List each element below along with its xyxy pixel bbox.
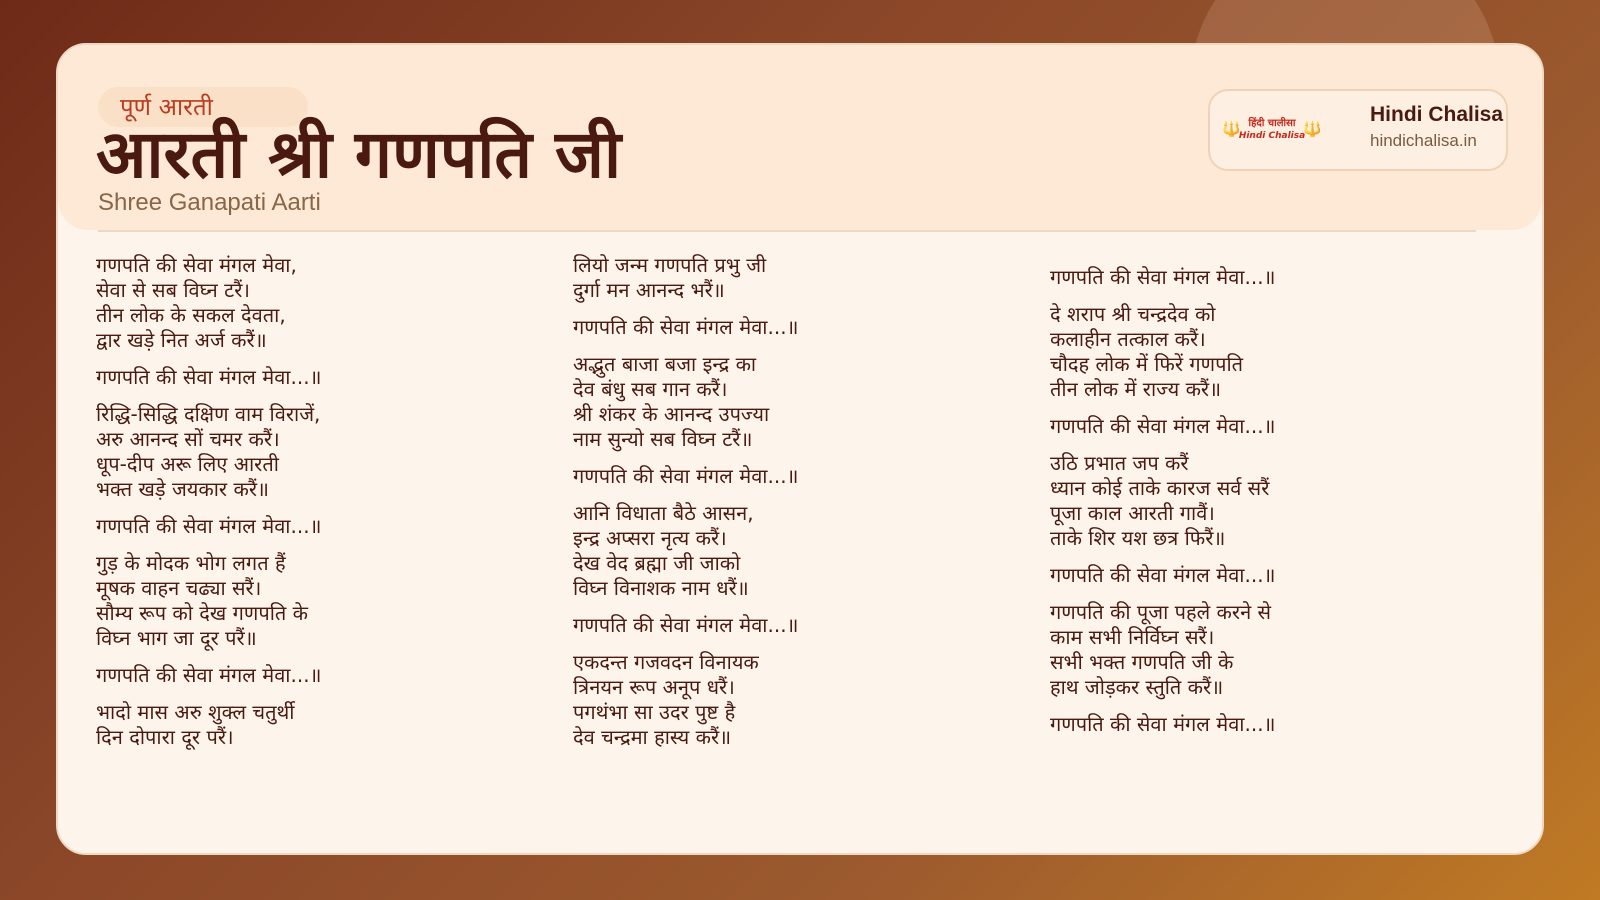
verse-line: देव बंधु सब गान करैं।: [573, 377, 728, 401]
refrain-line: गणपति की सेवा मंगल मेवा...॥: [1050, 265, 1276, 289]
refrain-line: गणपति की सेवा मंगल मेवा...॥: [573, 315, 799, 339]
verse-line: भादो मास अरु शुक्ल चतुर्थी: [96, 700, 295, 724]
verse-line: अरु आनन्द सों चमर करैं।: [96, 427, 280, 451]
refrain: [1050, 563, 1490, 588]
refrain-line: गणपति की सेवा मंगल मेवा...॥: [1050, 712, 1276, 736]
verse-line: ध्यान कोई ताके कारज सर्व सरैं: [1050, 476, 1270, 500]
verse-line: गणपति की सेवा मंगल मेवा,: [96, 253, 297, 277]
logo-english-text: Hindi Chalisa: [1238, 131, 1306, 141]
aarti-card: [56, 43, 1544, 855]
verse-line: उठि प्रभात जप करैं: [1050, 451, 1189, 475]
stanza: [96, 402, 536, 502]
refrain: [96, 663, 536, 688]
verse-line: कलाहीन तत्काल करैं।: [1050, 327, 1206, 351]
logo-hindi-text: हिंदी चालीसा: [1248, 118, 1296, 129]
verse-line: पगथंभा सा उदर पुष्ट है: [573, 700, 736, 724]
verse-line: आनि विधाता बैठे आसन,: [573, 501, 754, 525]
page-title: आरती श्री गणपति जी: [96, 116, 622, 193]
header-divider: [98, 230, 1476, 232]
verse-line: चौदह लोक में फिरें गणपति: [1050, 352, 1244, 376]
verse-line: धूप-दीप अरू लिए आरती: [96, 452, 279, 476]
verse-line: श्री शंकर के आनन्द उपज्या: [573, 402, 770, 426]
brand-url[interactable]: hindichalisa.in: [1370, 131, 1477, 150]
trishul-icon: 🔱: [1222, 120, 1241, 138]
verse-line: तीन लोक के सकल देवता,: [96, 303, 286, 327]
stanza: [573, 253, 1013, 303]
stanza: [573, 352, 1013, 452]
stanza: [96, 700, 536, 750]
card-header: [58, 45, 1542, 230]
verse-line: तीन लोक में राज्य करैं॥: [1050, 377, 1222, 401]
verse-line: रिद्धि-सिद्धि दक्षिण वाम विराजें,: [96, 402, 321, 426]
verse-line: गुड़ के मोदक भोग लगत हैं: [96, 551, 286, 575]
lyrics-column-1: [96, 253, 536, 762]
refrain-line: गणपति की सेवा मंगल मेवा...॥: [96, 663, 322, 687]
refrain: [1050, 712, 1490, 737]
refrain: [1050, 265, 1490, 290]
refrain: [573, 315, 1013, 340]
verse-line: एकदन्त गजवदन विनायक: [573, 650, 759, 674]
verse-line: विघ्न विनाशक नाम धरैं॥: [573, 576, 749, 600]
refrain: [573, 464, 1013, 489]
verse-line: पूजा काल आरती गावैं।: [1050, 501, 1215, 525]
verse-line: हाथ जोड़कर स्तुति करैं॥: [1050, 675, 1224, 699]
verse-line: सभी भक्त गणपति जी के: [1050, 650, 1234, 674]
stanza: [573, 650, 1013, 750]
verse-line: देख वेद ब्रह्मा जी जाको: [573, 551, 741, 575]
verse-line: दुर्गा मन आनन्द भरैं॥: [573, 278, 725, 302]
stanza: [1050, 600, 1490, 700]
stanza: [96, 253, 536, 353]
refrain-line: गणपति की सेवा मंगल मेवा...॥: [1050, 563, 1276, 587]
verse-line: गणपति की पूजा पहले करने से: [1050, 600, 1272, 624]
verse-line: सौम्य रूप को देख गणपति के: [96, 601, 309, 625]
stanza: [1050, 451, 1490, 551]
verse-line: काम सभी निर्विघ्न सरैं।: [1050, 625, 1215, 649]
refrain: [96, 365, 536, 390]
verse-line: देव चन्द्रमा हास्य करैं॥: [573, 725, 732, 749]
lyrics-column-2: [573, 253, 1013, 762]
verse-line: भक्त खड़े जयकार करैं॥: [96, 477, 269, 501]
lyrics-column-3: [1050, 253, 1490, 749]
verse-line: ताके शिर यश छत्र फिरैं॥: [1050, 526, 1226, 550]
refrain-line: गणपति की सेवा मंगल मेवा...॥: [96, 365, 322, 389]
refrain-line: गणपति की सेवा मंगल मेवा...॥: [573, 613, 799, 637]
refrain: [573, 613, 1013, 638]
verse-line: सेवा से सब विघ्न टरैं।: [96, 278, 250, 302]
verse-line: विघ्न भाग जा दूर परैं॥: [96, 626, 257, 650]
verse-line: त्रिनयन रूप अनूप धरैं।: [573, 675, 735, 699]
verse-line: द्वार खड़े नित अर्ज करैं॥: [96, 328, 267, 352]
stanza: [573, 501, 1013, 601]
verse-line: अद्भुत बाजा बजा इन्द्र का: [573, 352, 757, 376]
brand-box[interactable]: [1208, 89, 1508, 171]
verse-line: नाम सुन्यो सब विघ्न टरैं॥: [573, 427, 753, 451]
trishul-icon: 🔱: [1303, 120, 1322, 138]
stanza: [96, 551, 536, 651]
verse-line: मूषक वाहन चढ्या सरैं।: [96, 576, 262, 600]
refrain-line: गणपति की सेवा मंगल मेवा...॥: [1050, 414, 1276, 438]
stanza: [1050, 302, 1490, 402]
refrain: [96, 514, 536, 539]
refrain: [1050, 414, 1490, 439]
verse-line: दिन दोपारा दूर परैं।: [96, 725, 234, 749]
verse-line: इन्द्र अप्सरा नृत्य करैं।: [573, 526, 727, 550]
brand-logo: [1222, 117, 1322, 145]
refrain-line: गणपति की सेवा मंगल मेवा...॥: [573, 464, 799, 488]
refrain-line: गणपति की सेवा मंगल मेवा...॥: [96, 514, 322, 538]
category-badge: पूर्ण आरती: [98, 87, 308, 127]
page-subtitle: Shree Ganapati Aarti: [98, 189, 321, 216]
verse-line: लियो जन्म गणपति प्रभु जी: [573, 253, 767, 277]
verse-line: दे शराप श्री चन्द्रदेव को: [1050, 302, 1216, 326]
brand-name: Hindi Chalisa: [1370, 103, 1504, 126]
